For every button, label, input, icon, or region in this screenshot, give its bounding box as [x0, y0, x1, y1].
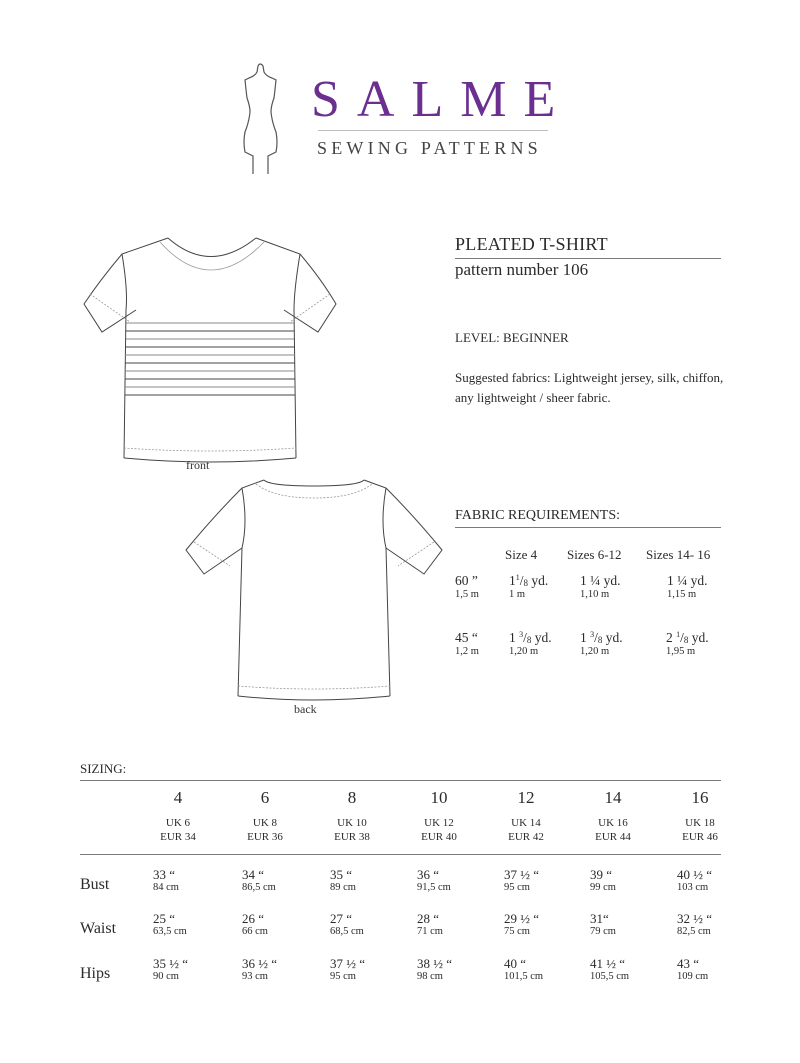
- measurement-cm: 105,5 cm: [590, 971, 630, 982]
- fabric-yardage: 1 ¼ yd.: [667, 573, 708, 588]
- brand-name: SALME: [311, 71, 573, 128]
- measurement-cell: [153, 957, 188, 983]
- fabric-requirements-divider: [455, 527, 721, 528]
- measurement-inches: 27 “: [330, 911, 353, 926]
- measurement-cell: [590, 868, 616, 894]
- eur-size: EUR 46: [682, 831, 718, 843]
- fabric-width-inches: 45 “: [455, 630, 478, 645]
- fabric-yardage: 2 $^1/_8$ yd.: [666, 630, 709, 645]
- size-number: 10: [430, 788, 448, 807]
- back-label: back: [294, 702, 317, 716]
- yardage-whole: 1: [509, 573, 516, 588]
- measurement-cm: 66 cm: [242, 926, 268, 937]
- measurement-inches: 25 “: [153, 911, 176, 926]
- measurement-cell: [504, 957, 543, 983]
- measurement-cell: [677, 957, 708, 983]
- fabric-yardage: $1^1/_8$ yd.: [509, 573, 549, 588]
- fabric-width-meters: 1,5 m: [455, 589, 479, 600]
- fabric-meters: 1,10 m: [580, 589, 610, 600]
- title-divider: [455, 258, 721, 259]
- measurement-cm: 98 cm: [417, 971, 443, 982]
- measurement-label: Waist: [80, 920, 117, 937]
- eur-size: EUR 44: [595, 831, 631, 843]
- eur-size: EUR 42: [508, 831, 544, 843]
- fabric-meters: 1,20 m: [509, 646, 539, 657]
- size-conversion: [138, 816, 218, 844]
- measurement-inches: 35 “: [330, 867, 353, 882]
- measurement-inches: 36 “: [417, 867, 440, 882]
- yardage-unit: yd.: [602, 630, 623, 645]
- yardage-denominator: 8: [597, 635, 603, 645]
- yardage-denominator: 8: [683, 635, 689, 645]
- sizing-header-divider: [80, 854, 721, 855]
- brand-tagline: SEWING PATTERNS: [317, 138, 542, 158]
- fabric-meters: 1,95 m: [666, 646, 696, 657]
- back-garment-drawing: [184, 472, 444, 702]
- uk-size: UK 6: [165, 817, 191, 829]
- uk-size: UK 18: [685, 817, 715, 829]
- measurement-cm: 109 cm: [677, 971, 709, 982]
- measurement-cm: 91,5 cm: [417, 882, 451, 893]
- yardage-whole: 1: [509, 630, 520, 645]
- yardage-whole: 1: [580, 630, 591, 645]
- yardage-numerator: 1: [515, 573, 520, 582]
- fabric-cell: [509, 630, 552, 657]
- measurement-inches: 34 “: [242, 867, 265, 882]
- fabric-cell: [509, 573, 548, 600]
- fabric-col-header: Sizes 6-12: [567, 547, 622, 562]
- measurement-cm: 75 cm: [504, 926, 530, 937]
- measurement-cell: [242, 868, 276, 894]
- measurement-inches: 35 ½ “: [153, 956, 189, 971]
- measurement-inches: 40 “: [504, 956, 527, 971]
- uk-size: UK 14: [511, 817, 541, 829]
- size-conversion: [660, 816, 740, 844]
- measurement-cell: [677, 912, 712, 938]
- measurement-cell: [330, 957, 365, 983]
- measurement-cell: [504, 868, 539, 894]
- measurement-cm: 79 cm: [590, 926, 616, 937]
- measurement-inches: 39 “: [590, 867, 613, 882]
- measurement-label: Bust: [80, 876, 110, 893]
- measurement-inches: 41 ½ “: [590, 956, 626, 971]
- yardage-numerator: 3: [519, 630, 524, 639]
- measurement-cm: 99 cm: [590, 882, 616, 893]
- yardage-denominator: 8: [523, 578, 529, 588]
- eur-size: EUR 38: [334, 831, 370, 843]
- eur-size: EUR 36: [247, 831, 283, 843]
- measurement-cm: 68,5 cm: [330, 926, 364, 937]
- yardage-unit: yd.: [531, 630, 552, 645]
- uk-size: UK 12: [424, 817, 454, 829]
- yardage-whole: 2: [666, 630, 677, 645]
- measurement-inches: 36 ½ “: [242, 956, 278, 971]
- skill-level: LEVEL: BEGINNER: [455, 330, 569, 345]
- fabric-cell: [667, 573, 708, 600]
- measurement-inches: 33 “: [153, 867, 176, 882]
- size-conversion: [399, 816, 479, 844]
- sizing-top-divider: [80, 780, 721, 781]
- fabric-cell: [666, 630, 709, 657]
- measurement-inches: 37 ½ “: [504, 867, 540, 882]
- measurement-cm: 103 cm: [677, 882, 709, 893]
- fabric-yardage: 1 $^3/_8$ yd.: [509, 630, 552, 645]
- measurement-cm: 82,5 cm: [677, 926, 711, 937]
- measurement-cm: 101,5 cm: [504, 971, 544, 982]
- size-number: 16: [691, 788, 709, 807]
- size-conversion: [573, 816, 653, 844]
- measurement-cell: [590, 957, 629, 983]
- measurement-inches: 32 ½ “: [677, 911, 713, 926]
- size-number: 14: [604, 788, 622, 807]
- size-number: 8: [347, 788, 357, 807]
- size-number: 4: [173, 788, 183, 807]
- size-number: 6: [260, 788, 270, 807]
- fabric-meters: 1,20 m: [580, 646, 610, 657]
- measurement-inches: 31“: [590, 911, 609, 926]
- fabric-yardage: 1 $^3/_8$ yd.: [580, 630, 623, 645]
- uk-size: UK 8: [252, 817, 278, 829]
- eur-size: EUR 34: [160, 831, 196, 843]
- measurement-cm: 71 cm: [417, 926, 443, 937]
- front-label: front: [186, 458, 210, 472]
- fabric-col-header: Sizes 14- 16: [646, 547, 711, 562]
- fabric-meters: 1,15 m: [667, 589, 697, 600]
- yardage-unit: yd.: [528, 573, 549, 588]
- measurement-cell: [330, 912, 364, 938]
- measurement-cell: [242, 912, 268, 938]
- measurement-cm: 63,5 cm: [153, 926, 187, 937]
- measurement-cell: [677, 868, 712, 894]
- suggested-fabrics: Suggested fabrics: Lightweight jersey, silk, chiffon, any lightweight / sheer fabric.: [455, 370, 724, 405]
- measurement-cm: 90 cm: [153, 971, 179, 982]
- front-garment-drawing: [80, 230, 340, 470]
- pattern-number: pattern number 106: [455, 260, 589, 279]
- fabric-cell: [580, 573, 621, 600]
- measurement-cell: [242, 957, 277, 983]
- measurement-cell: [330, 868, 356, 894]
- measurement-cm: 89 cm: [330, 882, 356, 893]
- measurement-inches: 29 ½ “: [504, 911, 540, 926]
- measurement-cell: [504, 912, 539, 938]
- measurement-cell: [153, 868, 179, 894]
- yardage-unit: yd.: [688, 630, 709, 645]
- measurement-inches: 37 ½ “: [330, 956, 366, 971]
- yardage-denominator: 8: [526, 635, 532, 645]
- pattern-title: PLEATED T-SHIRT: [455, 234, 608, 254]
- uk-size: UK 10: [337, 817, 367, 829]
- yardage-numerator: 1: [676, 630, 681, 639]
- dress-form-icon: [238, 62, 282, 176]
- fabric-cell: [580, 630, 623, 657]
- fabric-row: [455, 630, 479, 657]
- sizing-title: SIZING:: [80, 761, 127, 776]
- fabric-width-inches: 60 ”: [455, 573, 478, 588]
- measurement-cm: 86,5 cm: [242, 882, 276, 893]
- fabric-requirements-title: FABRIC REQUIREMENTS:: [455, 508, 621, 523]
- measurement-cm: 95 cm: [504, 882, 530, 893]
- yardage-numerator: 3: [590, 630, 595, 639]
- measurement-cell: [590, 912, 616, 938]
- fabric-row: [455, 573, 479, 600]
- measurement-inches: 38 ½ “: [417, 956, 453, 971]
- measurement-inches: 40 ½ “: [677, 867, 713, 882]
- measurement-cell: [417, 868, 451, 894]
- fabric-meters: 1 m: [509, 589, 526, 600]
- measurement-cell: [417, 912, 443, 938]
- measurement-cm: 84 cm: [153, 882, 179, 893]
- uk-size: UK 16: [598, 817, 628, 829]
- measurement-inches: 26 “: [242, 911, 265, 926]
- size-number: 12: [517, 788, 535, 807]
- measurement-cm: 95 cm: [330, 971, 356, 982]
- measurement-cell: [153, 912, 187, 938]
- measurement-cell: [417, 957, 452, 983]
- size-conversion: [312, 816, 392, 844]
- eur-size: EUR 40: [421, 831, 457, 843]
- fabric-yardage: 1 ¼ yd.: [580, 573, 621, 588]
- measurement-inches: 43 “: [677, 956, 700, 971]
- size-conversion: [486, 816, 566, 844]
- fabric-width-meters: 1,2 m: [455, 646, 479, 657]
- measurement-inches: 28 “: [417, 911, 440, 926]
- size-conversion: [225, 816, 305, 844]
- fabric-col-header: Size 4: [505, 547, 538, 562]
- measurement-cm: 93 cm: [242, 971, 268, 982]
- measurement-label: Hips: [80, 965, 111, 982]
- brand-divider: [318, 130, 548, 131]
